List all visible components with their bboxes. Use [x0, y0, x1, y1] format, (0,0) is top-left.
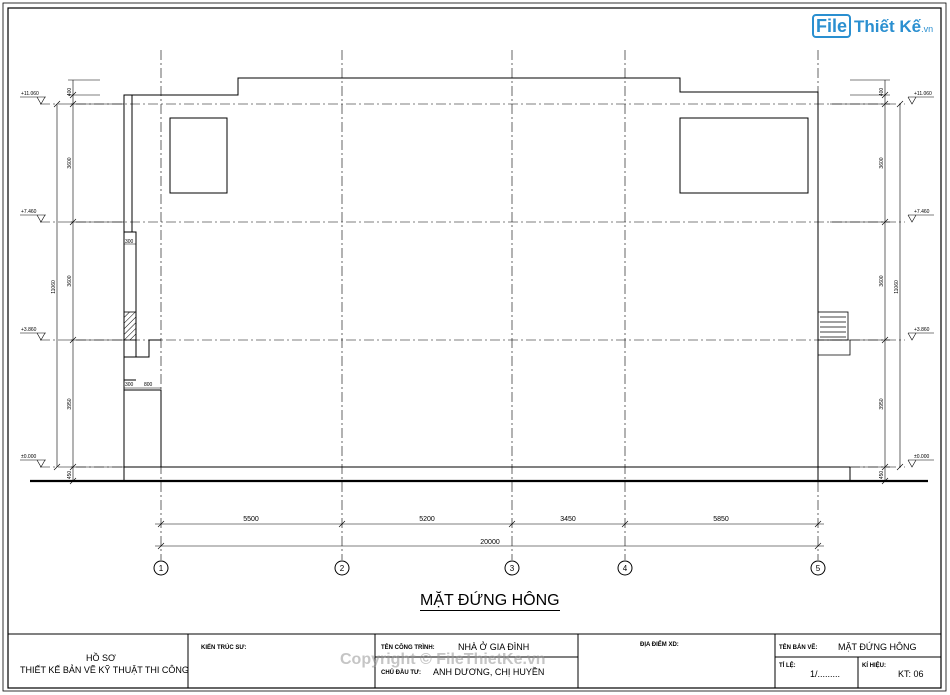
ti-le-label: TỈ LỆ: — [779, 663, 796, 669]
ten-ban-ve-label: TÊN BẢN VẼ: — [779, 645, 818, 651]
small-dim-3: 800 — [144, 382, 153, 388]
dim-right-4: 3950 — [879, 398, 885, 410]
axis-label-1: 1 — [158, 564, 164, 573]
level-label-right-l3: +7.460 — [914, 209, 930, 215]
vertical-dimensions-left — [54, 80, 124, 484]
hdim-1: 5500 — [243, 516, 259, 523]
hdim-3: 3450 — [560, 516, 576, 523]
sheet-border-inner — [8, 8, 941, 688]
logo-file-mark: File — [812, 14, 851, 38]
ki-hieu-value: KT: 06 — [898, 669, 924, 679]
axis-label-2: 2 — [339, 564, 345, 573]
window-right — [680, 118, 808, 193]
level-label-left-l2: +3.860 — [21, 327, 37, 333]
brand-logo — [812, 14, 933, 38]
level-markers-left — [20, 97, 46, 467]
level-label-right-l2: +3.860 — [914, 327, 930, 333]
ti-le-value: 1/......... — [810, 669, 841, 679]
ho-so-value: THIẾT KẾ BẢN VẼ KỸ THUẬT THI CÔNG — [20, 665, 189, 675]
grid-axes — [161, 50, 818, 560]
axis-label-4: 4 — [622, 564, 628, 573]
copyright-watermark: Copyright © FileThietKe.vn — [340, 651, 546, 668]
dim-right-total: 11060 — [894, 280, 900, 294]
chu-dau-tu-value: ANH DƯƠNG, CHỊ HUYỀN — [433, 667, 545, 677]
dim-left-5: 450 — [67, 470, 73, 480]
chu-dau-tu-label: CHỦ ĐẦU TƯ: — [381, 670, 421, 676]
dim-left-3: 3600 — [67, 275, 73, 287]
small-dim-2: 300 — [125, 382, 134, 388]
sheet-border-outer — [3, 3, 946, 691]
dim-right-3: 3600 — [879, 275, 885, 287]
ki-hieu-label: KÍ HIỆU: — [862, 663, 886, 669]
vent-detail — [818, 312, 850, 355]
building-outline — [124, 78, 850, 481]
window-left — [170, 118, 227, 193]
dim-left-1: 400 — [67, 87, 73, 97]
ten-ban-ve-value: MẶT ĐỨNG HÔNG — [838, 642, 917, 652]
axis-label-5: 5 — [815, 564, 821, 573]
level-markers-right — [908, 97, 934, 467]
level-label-left-roof: +11.060 — [21, 91, 39, 97]
logo-name: Thiết Kế — [854, 17, 922, 36]
dim-right-2: 3600 — [879, 157, 885, 169]
small-dim-1: 300 — [125, 239, 134, 245]
axis-bubbles — [154, 561, 825, 575]
dim-left-4: 3950 — [67, 398, 73, 410]
dia-diem-label: ĐỊA ĐIỂM XD: — [640, 642, 679, 648]
cong-trinh-label: TÊN CÔNG TRÌNH: — [381, 645, 435, 651]
level-label-right-ground: ±0.000 — [914, 454, 930, 460]
vertical-dimensions-right — [830, 80, 903, 484]
axis-label-3: 3 — [509, 564, 515, 573]
hatched-column — [124, 312, 136, 340]
hdim-total: 20000 — [480, 539, 500, 546]
level-label-right-roof: +11.060 — [914, 91, 932, 97]
cong-trinh-value: NHÀ Ở GIA ĐÌNH — [458, 642, 530, 652]
logo-domain: .vn — [921, 24, 934, 34]
ho-so-label: HỒ SƠ — [86, 653, 116, 663]
drawing-title: MẶT ĐỨNG HÔNG — [420, 592, 560, 609]
hdim-4: 5850 — [713, 516, 729, 523]
level-label-left-l3: +7.460 — [21, 209, 37, 215]
dim-right-5: 450 — [879, 470, 885, 480]
dim-left-2: 3600 — [67, 157, 73, 169]
dim-right-1: 400 — [879, 87, 885, 97]
hdim-2: 5200 — [419, 516, 435, 523]
kien-truc-su-label: KIẾN TRÚC SƯ: — [201, 645, 247, 651]
level-label-left-ground: ±0.000 — [21, 454, 37, 460]
dim-left-total: 11060 — [51, 280, 57, 294]
